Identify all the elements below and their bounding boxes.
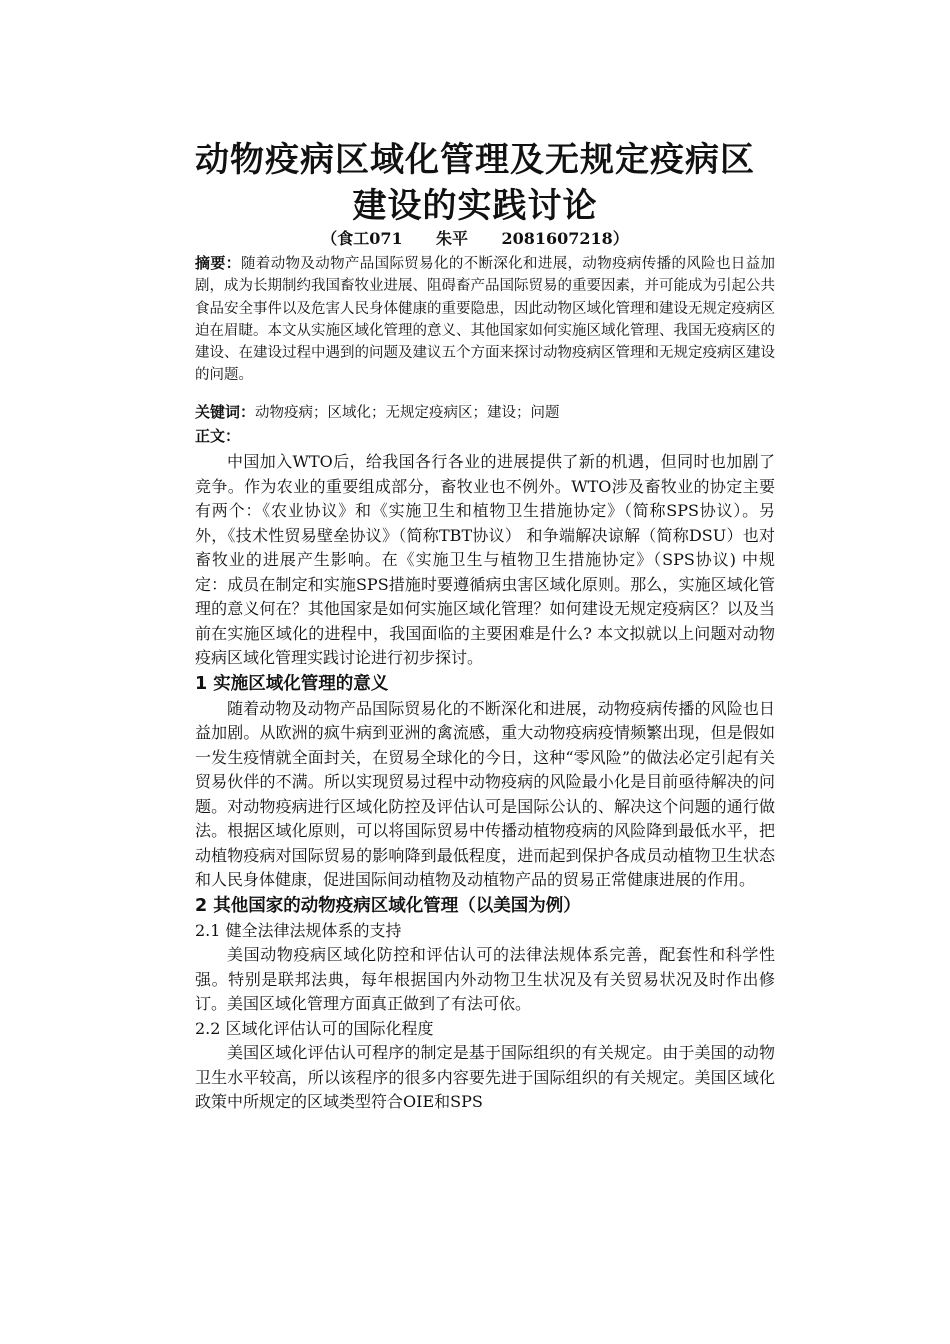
section-1-paragraph: 随着动物及动物产品国际贸易化的不断深化和进展，动物疫病传播的风险也日益加剧。从欧洲的疯牛病到亚洲的禽流感，重大动物疫病疫情频繁出现，但是假如一发生疫情就全面封关，在贸易全球化的今日，这种“零风险”的做法必定引起有关贸易伙伴的不满。所以实现贸易过程中动物疫病的风险最小化是目前亟待解决的问题。对动物疫病进行区域化防控及评估认可是国际公认的、解决这个问题的通行做法。根据区域化原则，可以将国际贸易中传播动植物疫病的风险降到最低水平，把动植物疫病对国际贸易的影响降到最低程度，进而起到保护各成员动植物卫生状态和人民身体健康，促进国际间动植物及动植物产品的贸易正常健康进展的作用。 bbox=[195, 698, 775, 889]
body-label-block bbox=[195, 425, 775, 447]
author-line: （食工071 朱平 2081607218） bbox=[321, 229, 629, 248]
subsection-2-1-paragraph: 美国动物疫病区域化防控和评估认可的法律法规体系完善，配套性和科学性强。特别是联邦法典，每年根据国内外动物卫生状况及有关贸易状况及时作出修订。美国区域化管理方面真正做到了有法可依。 bbox=[195, 945, 775, 1013]
body-label: 正文： bbox=[195, 427, 241, 445]
abstract-label: 摘要： bbox=[195, 254, 242, 272]
subsection-2-1-heading: 2.1 健全法律法规体系的支持 bbox=[195, 920, 402, 940]
intro-paragraph: 中国加入WTO后，给我国各行各业的进展提供了新的机遇，但同时也加剧了竞争。作为农业的重要组成部分，畜牧业也不例外。WTO涉及畜牧业的协定主要有两个：《农业协议》和《实施卫生和植物卫生措施协定》（简称SPS协议）。另外，《技术性贸易壁垒协议》（简称TBT协议） 和争端解决谅解（简称DSU）也对畜牧业的进展产生影响。在《实施卫生与植物卫生措施协定》（SPS协议) 中规定：成员在制定和实施SPS措施时要遵循病虫害区域化原则。那么，实施区域化管理的意义何在？其他国家是如何实施区域化管理？如何建设无规定疫病区？以及当前在实施区域化的进程中，我国面临的主要困难是什么? 本文拟就以上问题对动物疫病区域化管理实践讨论进行初步探讨。 bbox=[195, 452, 775, 667]
keywords-text: 动物疫病；区域化；无规定疫病区；建设；问题 bbox=[255, 405, 560, 421]
keywords-block bbox=[195, 401, 775, 424]
section-2-heading: 2 其他国家的动物疫病区域化管理（以美国为例） bbox=[195, 895, 581, 916]
subsection-2-2-heading: 2.2 区域化评估认可的国际化程度 bbox=[195, 1018, 434, 1038]
main-text bbox=[195, 450, 775, 1115]
abstract-text: 随着动物及动物产品国际贸易化的不断深化和进展，动物疫病传播的风险也日益加剧，成为长期制约我国畜牧业进展、阻碍畜产品国际贸易的重要因素，并可能成为引起公共食品安全事件以及危害人民身体健康的重要隐患，因此动物区域化管理和建设无规定疫病区迫在眉睫。本文从实施区域化管理的意义、其他国家如何实施区域化管理、我国无疫病区的建设、在建设过程中遇到的问题及建议五个方面来探讨动物疫病区管理和无规定疫病区建设的问题。 bbox=[195, 256, 775, 384]
section-1-heading: 1 实施区域化管理的意义 bbox=[195, 673, 389, 694]
keywords-label: 关键词： bbox=[195, 403, 256, 421]
document-title-line-2: 建设的实践讨论 bbox=[352, 186, 598, 226]
abstract-block bbox=[195, 252, 775, 387]
document-title-line-1: 动物疫病区域化管理及无规定疫病区 bbox=[195, 140, 755, 180]
subsection-2-2-paragraph: 美国区域化评估认可程序的制定是基于国际组织的有关规定。由于美国的动物卫生水平较高，所以该程序的很多内容要先进于国际组织的有关规定。美国区域化政策中所规定的区域类型符合OIE和SPS bbox=[195, 1043, 775, 1111]
